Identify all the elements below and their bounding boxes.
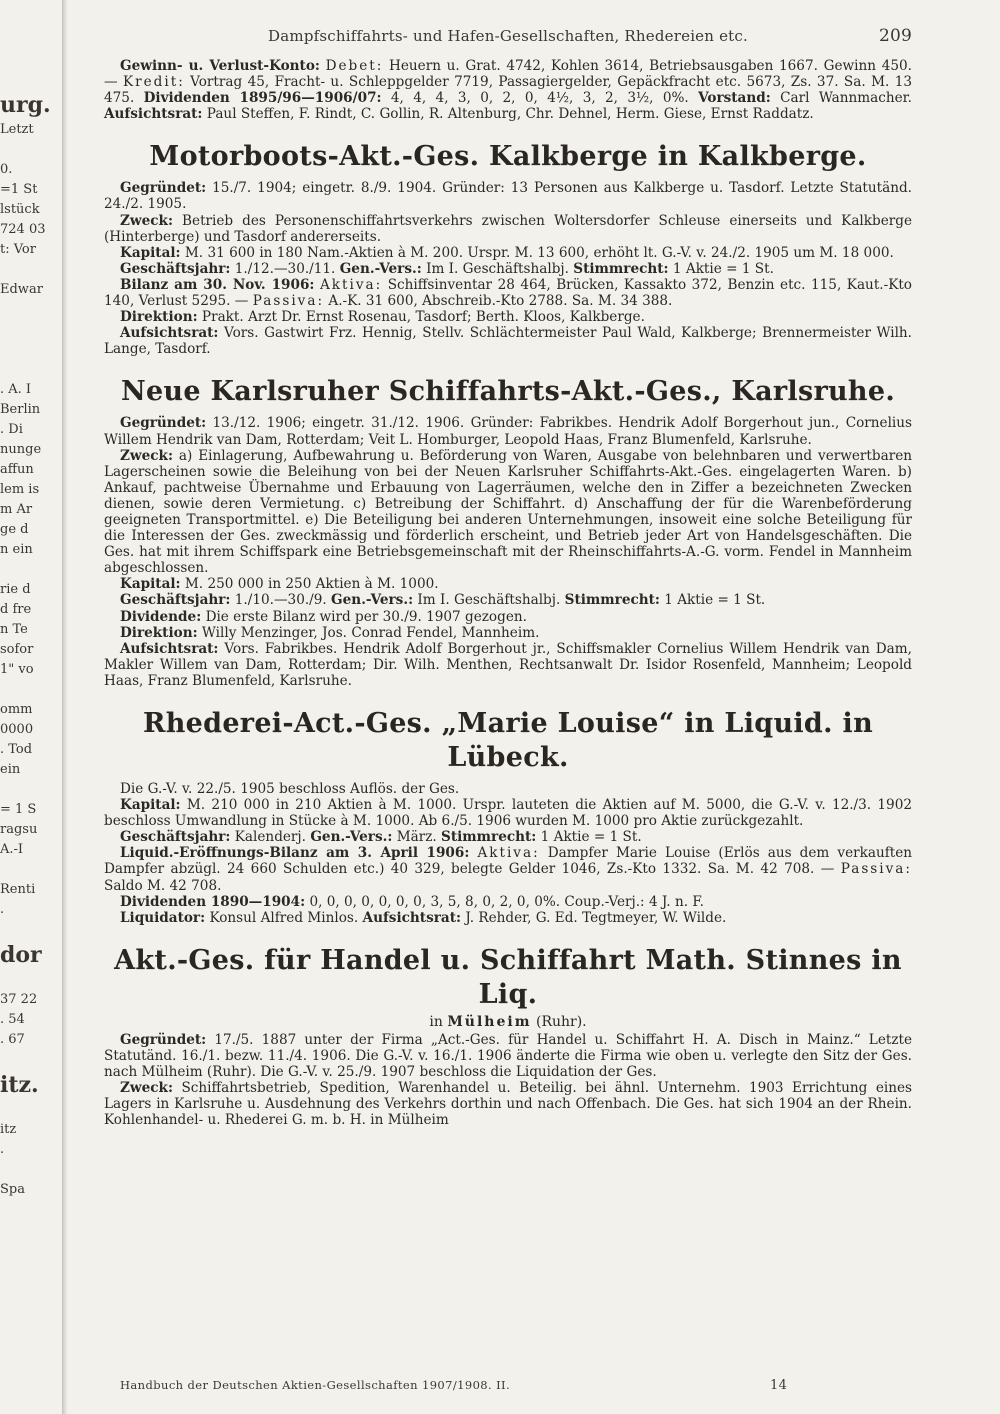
- label: Stimmrecht:: [564, 592, 660, 609]
- vorstand-value: Carl Wannmacher.: [780, 90, 912, 107]
- entry2-direktion: [104, 625, 912, 641]
- prev-column-line: A.-I: [0, 842, 24, 857]
- label: Stimmrecht:: [441, 829, 537, 846]
- value: Kalenderj.: [234, 829, 306, 846]
- prev-column-line: Renti: [0, 882, 36, 897]
- value: 0, 0, 0, 0, 0, 0, 0, 3, 5, 8, 0, 2, 0, 0%. Coup.-Verj.: 4 J. n. F.: [309, 893, 704, 910]
- kredit-values: Vortrag 45, Fracht- u. Schleppgelder 7719, Passagiergelder, Gepäckfracht etc. 5673, Zs. 37. Sa. M. 13 475.: [104, 74, 912, 107]
- value: Im I. Geschäftshalbj.: [426, 260, 569, 277]
- prev-column-line: affun: [0, 462, 34, 477]
- prev-column-line: omm: [0, 702, 33, 717]
- prev-column-line: [0, 1050, 62, 1070]
- label: Geschäftsjahr:: [120, 829, 231, 846]
- footer-text: Handbuch der Deutschen Aktien-Gesellschaften 1907/1908. II.: [120, 1378, 511, 1392]
- label: Liquidator:: [120, 909, 206, 926]
- label: Gen.-Vers.:: [331, 592, 414, 609]
- page-number: 209: [878, 26, 912, 46]
- prev-column-line: [0, 300, 62, 320]
- label-passiva: Passiva:: [252, 293, 325, 310]
- entry1-aufsichtsrat: [104, 325, 912, 357]
- label-vorstand: Vorstand:: [698, 90, 771, 107]
- label-kredit: Kredit:: [122, 74, 185, 91]
- previous-page-column: [0, 90, 62, 1200]
- value: 13./12. 1906; eingetr. 31./12. 1906. Gründer: Fabrikbes. Hendrik Adolf Borgerhout jun., Cornelius Willem Hendrik van Dam, Rotterdam; Veit L. Homburger, Leopold Haas, Franz Blumenfeld, Karlsruhe.: [104, 415, 913, 448]
- label-passiva: Passiva:: [840, 861, 912, 878]
- prev-column-line: sofor: [0, 642, 34, 657]
- label: Direktion:: [120, 624, 198, 641]
- label: Zweck:: [120, 447, 173, 464]
- prev-column-line: [0, 780, 62, 800]
- prev-column-line: n Te: [0, 622, 28, 637]
- dividenden-values: 4, 4, 4, 3, 0, 2, 0, 4½, 3, 2, 3½, 0%.: [390, 90, 689, 107]
- entry2-dividende: [104, 609, 912, 625]
- label-gewinn-verlust: Gewinn- u. Verlust-Konto:: [120, 58, 320, 74]
- prev-column-line: [0, 680, 62, 700]
- prev-column-line: ragsu: [0, 822, 38, 837]
- prev-column-line: . 67: [0, 1032, 25, 1047]
- entry4-subtitle: [104, 1014, 912, 1030]
- label: Gegründet:: [120, 180, 207, 197]
- prev-column-line: lem is: [0, 482, 40, 497]
- value: M. 250 000 in 250 Aktien à M. 1000.: [184, 576, 439, 593]
- running-head: [104, 28, 912, 58]
- entry1-gegruendet: [104, 180, 912, 212]
- label: Stimmrecht:: [573, 260, 669, 277]
- value: 1 Aktie = 1 St.: [664, 592, 766, 609]
- value: Prakt. Arzt Dr. Ernst Rosenau, Tasdorf; Berth. Kloos, Kalkberge.: [201, 309, 645, 326]
- prev-column-line: [0, 360, 62, 380]
- label: Gen.-Vers.:: [339, 260, 422, 277]
- subtitle-pre: in: [429, 1013, 443, 1030]
- prev-column-line: 37 22: [0, 992, 38, 1007]
- value: Dampfer Marie Louise (Erlös aus dem verkauften Dampfer abzügl. 24 660 Schulden etc.) 40 329, belegte Gelder 1046, Zs.-Kto 1332. Sa. M. 42 708. —: [104, 845, 912, 878]
- prev-column-line: Spa: [0, 1182, 25, 1197]
- label-debet: Debet:: [325, 58, 384, 74]
- value: Vors. Gastwirt Frz. Hennig, Stellv. Schlächtermeister Paul Wald, Kalkberge; Brennermeister Wilh. Lange, Tasdorf.: [104, 325, 912, 358]
- prev-column-line: nunge: [0, 442, 42, 457]
- entry2-gegruendet: [104, 415, 912, 447]
- prev-column-line: rie d: [0, 582, 31, 597]
- prev-column-line: m Ar: [0, 502, 33, 517]
- prev-column-line: Letzt: [0, 122, 34, 137]
- label: Geschäftsjahr:: [120, 260, 231, 277]
- running-head-title: Dampfschiffahrts- und Hafen-Gesellschaften, Rhedereien etc.: [268, 27, 748, 45]
- entry1-bilanz: [104, 277, 912, 309]
- entry2-kapital: [104, 576, 912, 592]
- label: Zweck:: [120, 1080, 173, 1097]
- entry4-zweck: [104, 1080, 912, 1128]
- value: Die erste Bilanz wird per 30./9. 1907 gezogen.: [205, 608, 527, 625]
- prev-column-line: lstück: [0, 202, 40, 217]
- label: Geschäftsjahr:: [120, 592, 231, 609]
- entry2-zweck: [104, 448, 912, 577]
- value: Im I. Geschäftshalbj.: [417, 592, 561, 609]
- entry3-title: Rhederei-Act.-Ges. „Marie Louise“ in Liquid. in Lübeck.: [143, 708, 873, 773]
- label: Gen.-Vers.:: [310, 829, 393, 846]
- label: Kapital:: [120, 244, 181, 261]
- entry3-intro: Die G.-V. v. 22./5. 1905 beschloss Auflös. der Ges.: [120, 781, 460, 797]
- value: 1./10.—30./9.: [234, 592, 327, 609]
- prev-column-line: [0, 560, 62, 580]
- aufsichtsrat-value: Paul Steffen, F. Rindt, C. Gollin, R. Altenburg, Chr. Dehnel, Herm. Giese, Ernst Raddatz.: [206, 106, 814, 123]
- label: Direktion:: [120, 309, 198, 326]
- entry2-geschaeftsjahr: [104, 592, 912, 608]
- prev-column-line: .: [0, 902, 5, 917]
- prev-column-line: Edwar: [0, 282, 43, 297]
- value: 1 Aktie = 1 St.: [540, 829, 642, 846]
- page-body: [104, 28, 912, 1128]
- value: a) Einlagerung, Aufbewahrung u. Beförderung von Waren, Ausgabe von belehnbaren und verwertbaren Lagerscheinen sowie die Beleihung von bei der Neuen Karlsruher Schiffahrts-Akt.-Ges. eingelagerten Waren. b) Ankauf, pachtweise Übernahme und Erbauung von Lagerräumen, welche den in Ziffer a bezeichneten Zwecken dienen, sowie deren Vermietung. c) Betreibung der Schiffahrt. d) Anschaffung der für die Warenbeförderung geeigneten Transportmittel. e) Die Beteiligung bei anderen Unternehmungen, insoweit eine solche Beteiligung für die Interessen der Ges. zweckmässig und förderlich erscheint, und Betrieb jeder Art von Handelsgeschäften. Die Ges. hat mit ihrem Schiffspark eine Betriebsgemeinschaft mit der Rheinschiffahrts-A.-G. vorm. Fendel in Mannheim abgeschlossen.: [104, 447, 912, 577]
- entry1-direktion: [104, 309, 912, 325]
- prev-column-line: dor: [0, 942, 42, 968]
- entry4-title: Akt.-Ges. für Handel u. Schiffahrt Math. Stinnes in Liq.: [114, 944, 902, 1010]
- label: Kapital:: [120, 576, 181, 593]
- label: Kapital:: [120, 797, 181, 814]
- prev-column-line: = 1 S: [0, 802, 37, 817]
- prev-column-line: =1 St: [0, 182, 38, 197]
- value: 1./12.—30./11.: [234, 260, 336, 277]
- entry0-text: [104, 58, 912, 122]
- entry1-zweck: [104, 213, 912, 245]
- value: 1 Aktie = 1 St.: [672, 260, 774, 277]
- prev-column-line: ge d: [0, 522, 29, 537]
- label-aktiva: Aktiva:: [319, 276, 383, 293]
- entry2-aufsichtsrat: [104, 641, 912, 689]
- value: M. 210 000 in 210 Aktien à M. 1000. Urspr. lauteten die Aktien auf M. 5000, die G.-V. v. 12./3. 1902 beschloss Umwandlung in Stücke à M. 1000. Ab 6./5. 1906 wurden M. 1000 pro Aktie zurückgezahlt.: [104, 797, 913, 830]
- prev-column-line: 0000: [0, 722, 34, 737]
- prev-column-line: [0, 140, 62, 160]
- label: Gegründet:: [120, 1031, 207, 1048]
- subtitle-city: Mülheim: [447, 1013, 532, 1030]
- entry1-geschaeftsjahr: [104, 261, 912, 277]
- prev-column-line: [0, 340, 62, 360]
- value: Vors. Fabrikbes. Hendrik Adolf Borgerhout jr., Schiffsmakler Cornelius Willem Hendrik van Dam, Makler Willem van Dam, Rotterdam; Dir. Wilh. Menthen, Rechtsanwalt Dr. Isidor Rosenfeld, Mannheim; Leopold Haas, Franz Blumenfeld, Karlsruhe.: [104, 640, 912, 689]
- label: Aufsichtsrat:: [362, 909, 461, 926]
- page-gutter: [62, 0, 68, 1414]
- prev-column-line: 1" vo: [0, 662, 34, 677]
- label: Dividenden 1890—1904:: [120, 893, 306, 910]
- entry1-title: Motorboots-Akt.-Ges. Kalkberge in Kalkberge.: [149, 141, 867, 173]
- entry3-bilanz: [104, 845, 912, 893]
- value: März.: [396, 829, 437, 846]
- label: Dividende:: [120, 608, 202, 625]
- prev-column-line: [0, 920, 62, 940]
- value: M. 31 600 in 180 Nam.-Aktien à M. 200. Urspr. M. 13 600, erhöht lt. G.-V. v. 24./2. 1905 um M. 18 000.: [184, 244, 894, 261]
- page-footer: [120, 1378, 800, 1392]
- value: Schiffahrtsbetrieb, Spedition, Warenhandel u. Beteilig. bei ähnl. Unternehm. 1903 Errichtung eines Lagers in Karlsruhe u. Ausdehnung des Verkehrs dorthin und nach Offenbach. Die Ges. hat sich 1904 an der Rhein. Kohlenhandel- u. Rhederei G. m. b. H. in Mülheim: [104, 1080, 913, 1129]
- label: Gegründet:: [120, 415, 207, 432]
- prev-column-line: 724 03: [0, 222, 46, 237]
- prev-column-line: . 54: [0, 1012, 25, 1027]
- value: 15./7. 1904; eingetr. 8./9. 1904. Gründer: 13 Personen aus Kalkberge u. Tasdorf. Letzte Statutänd. 24./2. 1905.: [104, 180, 912, 213]
- value: Konsul Alfred Minlos.: [209, 909, 359, 926]
- label: Zweck:: [120, 212, 173, 229]
- entry2-title: Neue Karlsruher Schiffahrts-Akt.-Ges., Karlsruhe.: [120, 376, 896, 408]
- prev-column-line: . Di: [0, 422, 23, 437]
- entry4-gegruendet: [104, 1032, 912, 1080]
- prev-column-line: [0, 1100, 62, 1120]
- prev-column-line: Berlin: [0, 402, 41, 417]
- prev-column-line: n ein: [0, 542, 33, 557]
- entry3-dividenden: [104, 894, 912, 910]
- prev-column-line: [0, 320, 62, 340]
- label-aktiva: Aktiva:: [477, 845, 540, 862]
- label: Aufsichtsrat:: [120, 325, 219, 342]
- label: Liquid.-Eröffnungs-Bilanz am 3. April 1906:: [120, 845, 470, 862]
- prev-column-line: 0.: [0, 162, 13, 177]
- prev-column-line: .: [0, 1142, 5, 1157]
- prev-column-line: itz: [0, 1122, 17, 1137]
- prev-column-line: d fre: [0, 602, 32, 617]
- value: Willy Menzinger, Jos. Conrad Fendel, Mannheim.: [201, 624, 540, 641]
- entry1-kapital: [104, 245, 912, 261]
- subtitle-post: (Ruhr).: [535, 1013, 587, 1030]
- debet-values: Heuern u. Grat. 4742, Kohlen 3614, Betriebsausgaben 1667. Gewinn 450. —: [104, 58, 912, 91]
- prev-column-line: urg.: [0, 92, 51, 118]
- value: Schiffsinventar 28 464, Brücken, Kassakto 372, Benzin etc. 115, Kaut.-Kto 140, Verlust 5295. —: [104, 276, 912, 310]
- label: Bilanz am 30. Nov. 1906:: [120, 276, 315, 293]
- entry3-liquidator: [104, 910, 912, 926]
- prev-column-line: . Tod: [0, 742, 33, 757]
- entry3-kapital: [104, 797, 912, 829]
- prev-column-line: [0, 860, 62, 880]
- value: Saldo M. 42 708.: [104, 877, 222, 894]
- label-dividenden: Dividenden 1895/96—1906/07:: [143, 90, 382, 107]
- prev-column-line: [0, 1160, 62, 1180]
- prev-column-line: itz.: [0, 1072, 39, 1098]
- prev-column-line: ein: [0, 762, 21, 777]
- entry3-geschaeftsjahr: [104, 829, 912, 845]
- signature-mark: 14: [770, 1378, 788, 1393]
- value: Betrieb des Personenschiffahrtsverkehrs zwischen Woltersdorfer Schleuse einerseits und Kalkberge (Hinterberge) und Tasdorf andererseits.: [104, 212, 912, 245]
- label: Aufsichtsrat:: [120, 640, 219, 657]
- prev-column-line: . A. I: [0, 382, 32, 397]
- value: 17./5. 1887 unter der Firma „Act.-Ges. für Handel u. Schiffahrt H. A. Disch in Mainz.“ Letzte Statutänd. 16./1. bezw. 11./4. 1906. Die G.-V. v. 16./1. 1906 änderte die Firma wie oben u. verlegte den Sitz der Ges. nach Mülheim (Ruhr). Die G.-V. v. 25./9. 1907 beschloss die Liquidation der Ges.: [104, 1031, 913, 1081]
- value: J. Rehder, G. Ed. Tegtmeyer, W. Wilde.: [465, 909, 727, 926]
- prev-column-line: [0, 970, 62, 990]
- prev-column-line: t: Vor: [0, 242, 36, 257]
- label-aufsichtsrat: Aufsichtsrat:: [104, 106, 203, 123]
- prev-column-line: [0, 260, 62, 280]
- value: A.-K. 31 600, Abschreib.-Kto 2788. Sa. M. 34 388.: [328, 293, 673, 310]
